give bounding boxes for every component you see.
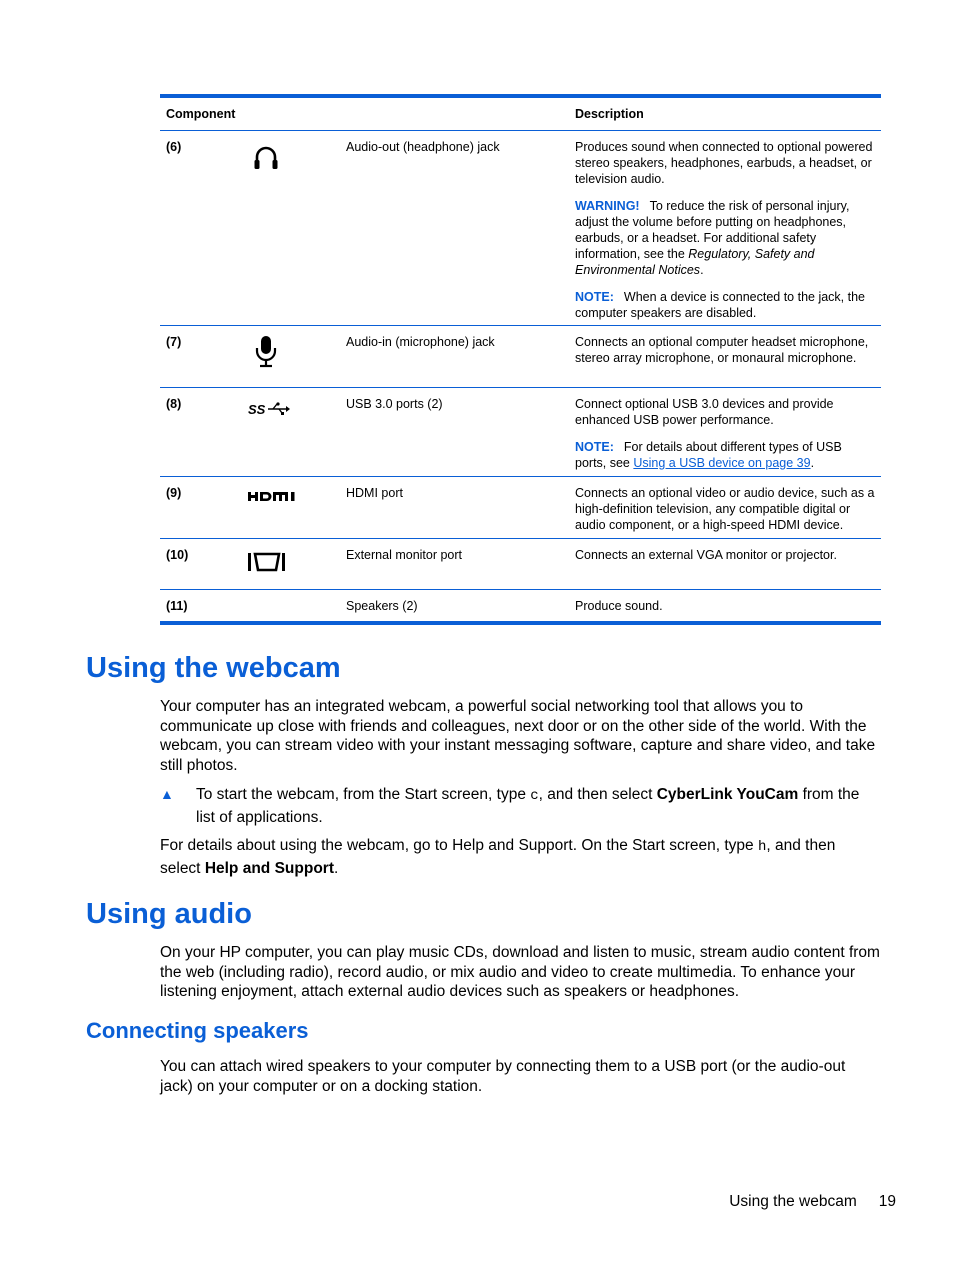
component-table [160,94,881,625]
component-description [569,131,881,325]
footer-section: Using the webcam [729,1193,857,1210]
warning-end: . [700,263,704,277]
description-text: Connect optional USB 3.0 devices and provide enhanced USB power performance. [575,397,834,427]
warning-block [575,198,875,278]
headphone-icon [240,131,340,325]
usb-device-link[interactable]: Using a USB device on page 39 [633,456,811,470]
note-text: For details about different types of USB ports, see [575,440,842,470]
table-row [160,477,881,539]
component-description [569,539,881,589]
component-number: (7) [166,335,182,349]
warning-label: WARNING! [575,199,640,213]
component-description [569,590,881,621]
note-text: When a device is connected to the jack, the computer speakers are disabled. [575,290,866,320]
table-row [160,539,881,590]
component-name: USB 3.0 ports (2) [346,397,443,411]
description-text: Connects an external VGA monitor or projector. [575,548,837,562]
step-code: c [530,788,539,804]
page-footer [729,1192,896,1212]
step-app-name: CyberLink YouCam [656,786,799,803]
triangle-bullet-icon: ▲ [160,786,174,802]
details-app-name: Help and Support [204,860,334,877]
note-label: NOTE: [575,440,614,454]
description-text: Produces sound when connected to optional powered stereo speakers, headphones, earbuds, a headset, or television audio. [575,140,873,186]
warning-doc-title: Regulatory, Safety and Environmental Notices [575,247,815,277]
step-text-end: from the list of applications. [196,786,860,826]
page-number: 19 [878,1193,896,1210]
note-block [575,289,875,321]
table-row [160,388,881,477]
component-name: Audio-out (headphone) jack [346,140,500,154]
details-text: For details about using the webcam, go to Help and Support. On the Start screen, type [160,837,758,854]
table-row [160,131,881,326]
component-number: (6) [166,140,182,154]
step-text: To start the webcam, from the Start screen, type [196,786,531,803]
speakers-subheading: Connecting speakers [86,1018,309,1043]
usb-superspeed-icon [240,388,340,476]
component-number: (10) [166,548,189,562]
audio-heading: Using audio [86,898,252,930]
component-number: (8) [166,397,182,411]
step-text-mid: , and then select [538,786,657,803]
note-label: NOTE: [575,290,614,304]
description-text: Produce sound. [575,599,663,613]
details-text-mid: , and then select [160,837,836,877]
table-row [160,590,881,621]
webcam-step-text [196,784,880,828]
component-number: (9) [166,486,182,500]
webcam-start-step [160,784,880,828]
component-name: Speakers (2) [346,599,418,613]
speakers-text: You can attach wired speakers to your computer by connecting them to a USB port (or the audio-out jack) on your computer or on a docking station. [160,1058,846,1095]
webcam-heading: Using the webcam [86,652,341,684]
header-description: Description [575,107,644,121]
svg-text:SS: SS [248,402,266,417]
component-name: HDMI port [346,486,403,500]
description-text: Connects an optional video or audio device, such as a high-definition television, any compatible digital or audio component, or a high-speed HDMI device. [575,486,875,532]
vga-monitor-icon [240,539,340,589]
hdmi-icon [240,477,340,538]
component-name: Audio-in (microphone) jack [346,335,495,349]
description-text: Connects an optional computer headset microphone, stereo array microphone, or monaural microphone. [575,335,869,365]
microphone-icon [240,326,340,387]
webcam-intro: Your computer has an integrated webcam, a powerful social networking tool that allows you to communicate up close with friends and colleagues, next door or on the other side of the world. With the webcam, you can stream video with your instant messaging software, capture and share video, and take still photos. [160,698,876,774]
details-text-end: . [333,860,339,877]
header-component: Component [166,107,236,121]
component-number: (11) [166,599,188,613]
note-block [575,439,875,471]
empty-icon-cell [240,590,340,621]
component-description [569,326,881,387]
details-code: h [757,839,767,855]
component-description [569,477,881,538]
audio-intro: On your HP computer, you can play music CDs, download and listen to music, stream audio content from the web (including radio), record audio, or mix audio and video to create multimedia. To enhance your listening enjoyment, attach external audio devices such as speakers or headphones. [160,944,880,1000]
table-header-row [160,98,881,131]
note-end: . [810,456,815,470]
table-row [160,326,881,388]
component-name: External monitor port [346,548,463,562]
component-description [569,388,881,476]
webcam-details [160,835,880,879]
warning-text: To reduce the risk of personal injury, adjust the volume before putting on headphones, earbuds, or a headset. For additional safety information, see the [575,199,850,261]
